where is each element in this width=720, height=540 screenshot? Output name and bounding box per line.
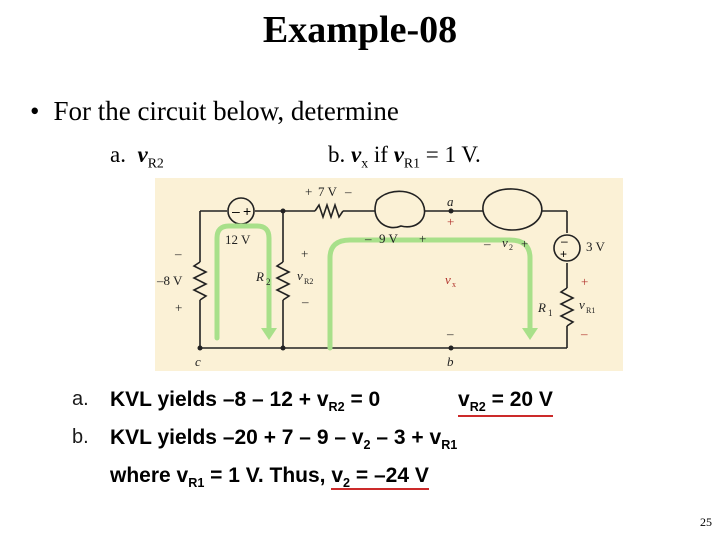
r-top-plus: + (305, 184, 313, 199)
slide-title: Example-08 (262, 9, 458, 51)
answer-b-main: KVL yields –20 + 7 – 9 – v (110, 426, 364, 449)
source-3v-minus: – (561, 234, 568, 248)
v9-plus: + (419, 231, 427, 246)
answer-b-text (110, 426, 457, 452)
question-b-var2: v (393, 142, 404, 167)
question-b-sub1: x (361, 155, 369, 171)
v9-label: 9 V (379, 231, 398, 246)
question-a-var: v (137, 142, 148, 167)
answer-where-line (110, 464, 429, 490)
answer-where-text: where v (110, 464, 189, 487)
r-top-minus: – (345, 184, 352, 199)
circuit-svg (155, 178, 623, 371)
question-b-sub2: R1 (403, 155, 421, 171)
question-b (328, 142, 481, 172)
bullet-text: For the circuit below, determine (53, 96, 399, 126)
node-a-dot (449, 209, 454, 214)
loop-arrow-right-head-icon (522, 328, 538, 340)
answer-a-main: KVL yields –8 – 12 + v (110, 388, 329, 411)
answer-a-result-tail: = 20 V (485, 388, 553, 411)
r2-sub: 2 (266, 277, 271, 287)
vr2-sub: R2 (304, 277, 314, 286)
answer-a-label: a. (72, 388, 89, 410)
vr2-label: v (297, 268, 303, 283)
source-12v-label: 12 V (225, 232, 251, 247)
question-a-sub: R2 (147, 155, 164, 171)
element-blob-right-icon (483, 189, 542, 230)
r1-label: R (538, 300, 546, 315)
answer-a-result-sub: R2 (469, 400, 486, 415)
junction-bottom-dot (281, 346, 286, 351)
answer-where-v2: v (331, 464, 344, 487)
vr2-plus: + (301, 246, 309, 261)
question-b-var1: v (351, 142, 362, 167)
answer-b-sub: R1 (441, 438, 458, 453)
node-a-label: a (447, 194, 454, 209)
question-b-mid: if (368, 142, 394, 167)
vr2-minus: – (302, 294, 309, 309)
node-b-dot (449, 346, 454, 351)
r2-label: R (256, 269, 264, 284)
element-blob-left-icon (375, 191, 425, 227)
question-b-tail: = 1 V. (420, 142, 481, 167)
node-a-plus: + (447, 214, 455, 229)
r-top-voltage: 7 V (318, 184, 337, 199)
vr1-minus: – (581, 326, 588, 341)
node-c-dot (198, 346, 203, 351)
v2-plus: + (521, 236, 529, 251)
page-number: 25 (700, 515, 712, 529)
vr1-label: v (579, 297, 585, 312)
source-3v-label: 3 V (586, 239, 605, 254)
v9-minus: – (365, 231, 372, 246)
node-b-label: b (447, 354, 454, 369)
node-b-minus: – (447, 326, 454, 341)
answer-b-label: b. (72, 426, 89, 448)
bullet-line (30, 96, 399, 127)
answer-where-sub: R1 (188, 476, 205, 491)
answer-b-mid: – 3 + v (370, 426, 442, 449)
question-a-prefix: a. (110, 142, 126, 167)
v2-minus: – (484, 236, 491, 251)
answer-a-result-var: v (458, 388, 470, 411)
source-12v-plus: + (243, 203, 252, 219)
r-left-plus: + (175, 300, 183, 315)
bullet-dot: • (30, 96, 40, 126)
loop-arrow-left-head-icon (261, 328, 277, 340)
r-left-voltage: –8 V (157, 273, 183, 288)
answer-where-result (331, 464, 429, 490)
r1-sub: 1 (548, 308, 553, 318)
answer-where-mid: = 1 V. Thus, (204, 464, 332, 487)
answer-a-result (458, 388, 553, 417)
answer-a-text (110, 388, 380, 414)
loop-arrow-right (330, 240, 530, 348)
circuit-diagram (155, 178, 623, 371)
answer-where-tail: = –24 V (350, 464, 429, 487)
answer-a-sub: R2 (328, 400, 345, 415)
answer-where-v2-sub: 2 (343, 476, 351, 491)
answer-a-tail: = 0 (344, 388, 381, 411)
v2-label: v (502, 235, 508, 250)
v2-sub: 2 (509, 243, 513, 252)
question-a (110, 142, 164, 172)
vr1-sub: R1 (586, 306, 596, 315)
source-12v-minus: – (232, 203, 240, 219)
source-3v-plus: + (560, 247, 568, 261)
node-c-label: c (195, 354, 201, 369)
junction-top-dot (281, 209, 286, 214)
vx-label: v (445, 272, 451, 287)
vr1-plus: + (581, 274, 589, 289)
vx-sub: x (452, 280, 456, 289)
question-b-prefix: b. (328, 142, 346, 167)
r-left-minus: – (175, 246, 182, 261)
answer-b-sub2: 2 (363, 438, 371, 453)
